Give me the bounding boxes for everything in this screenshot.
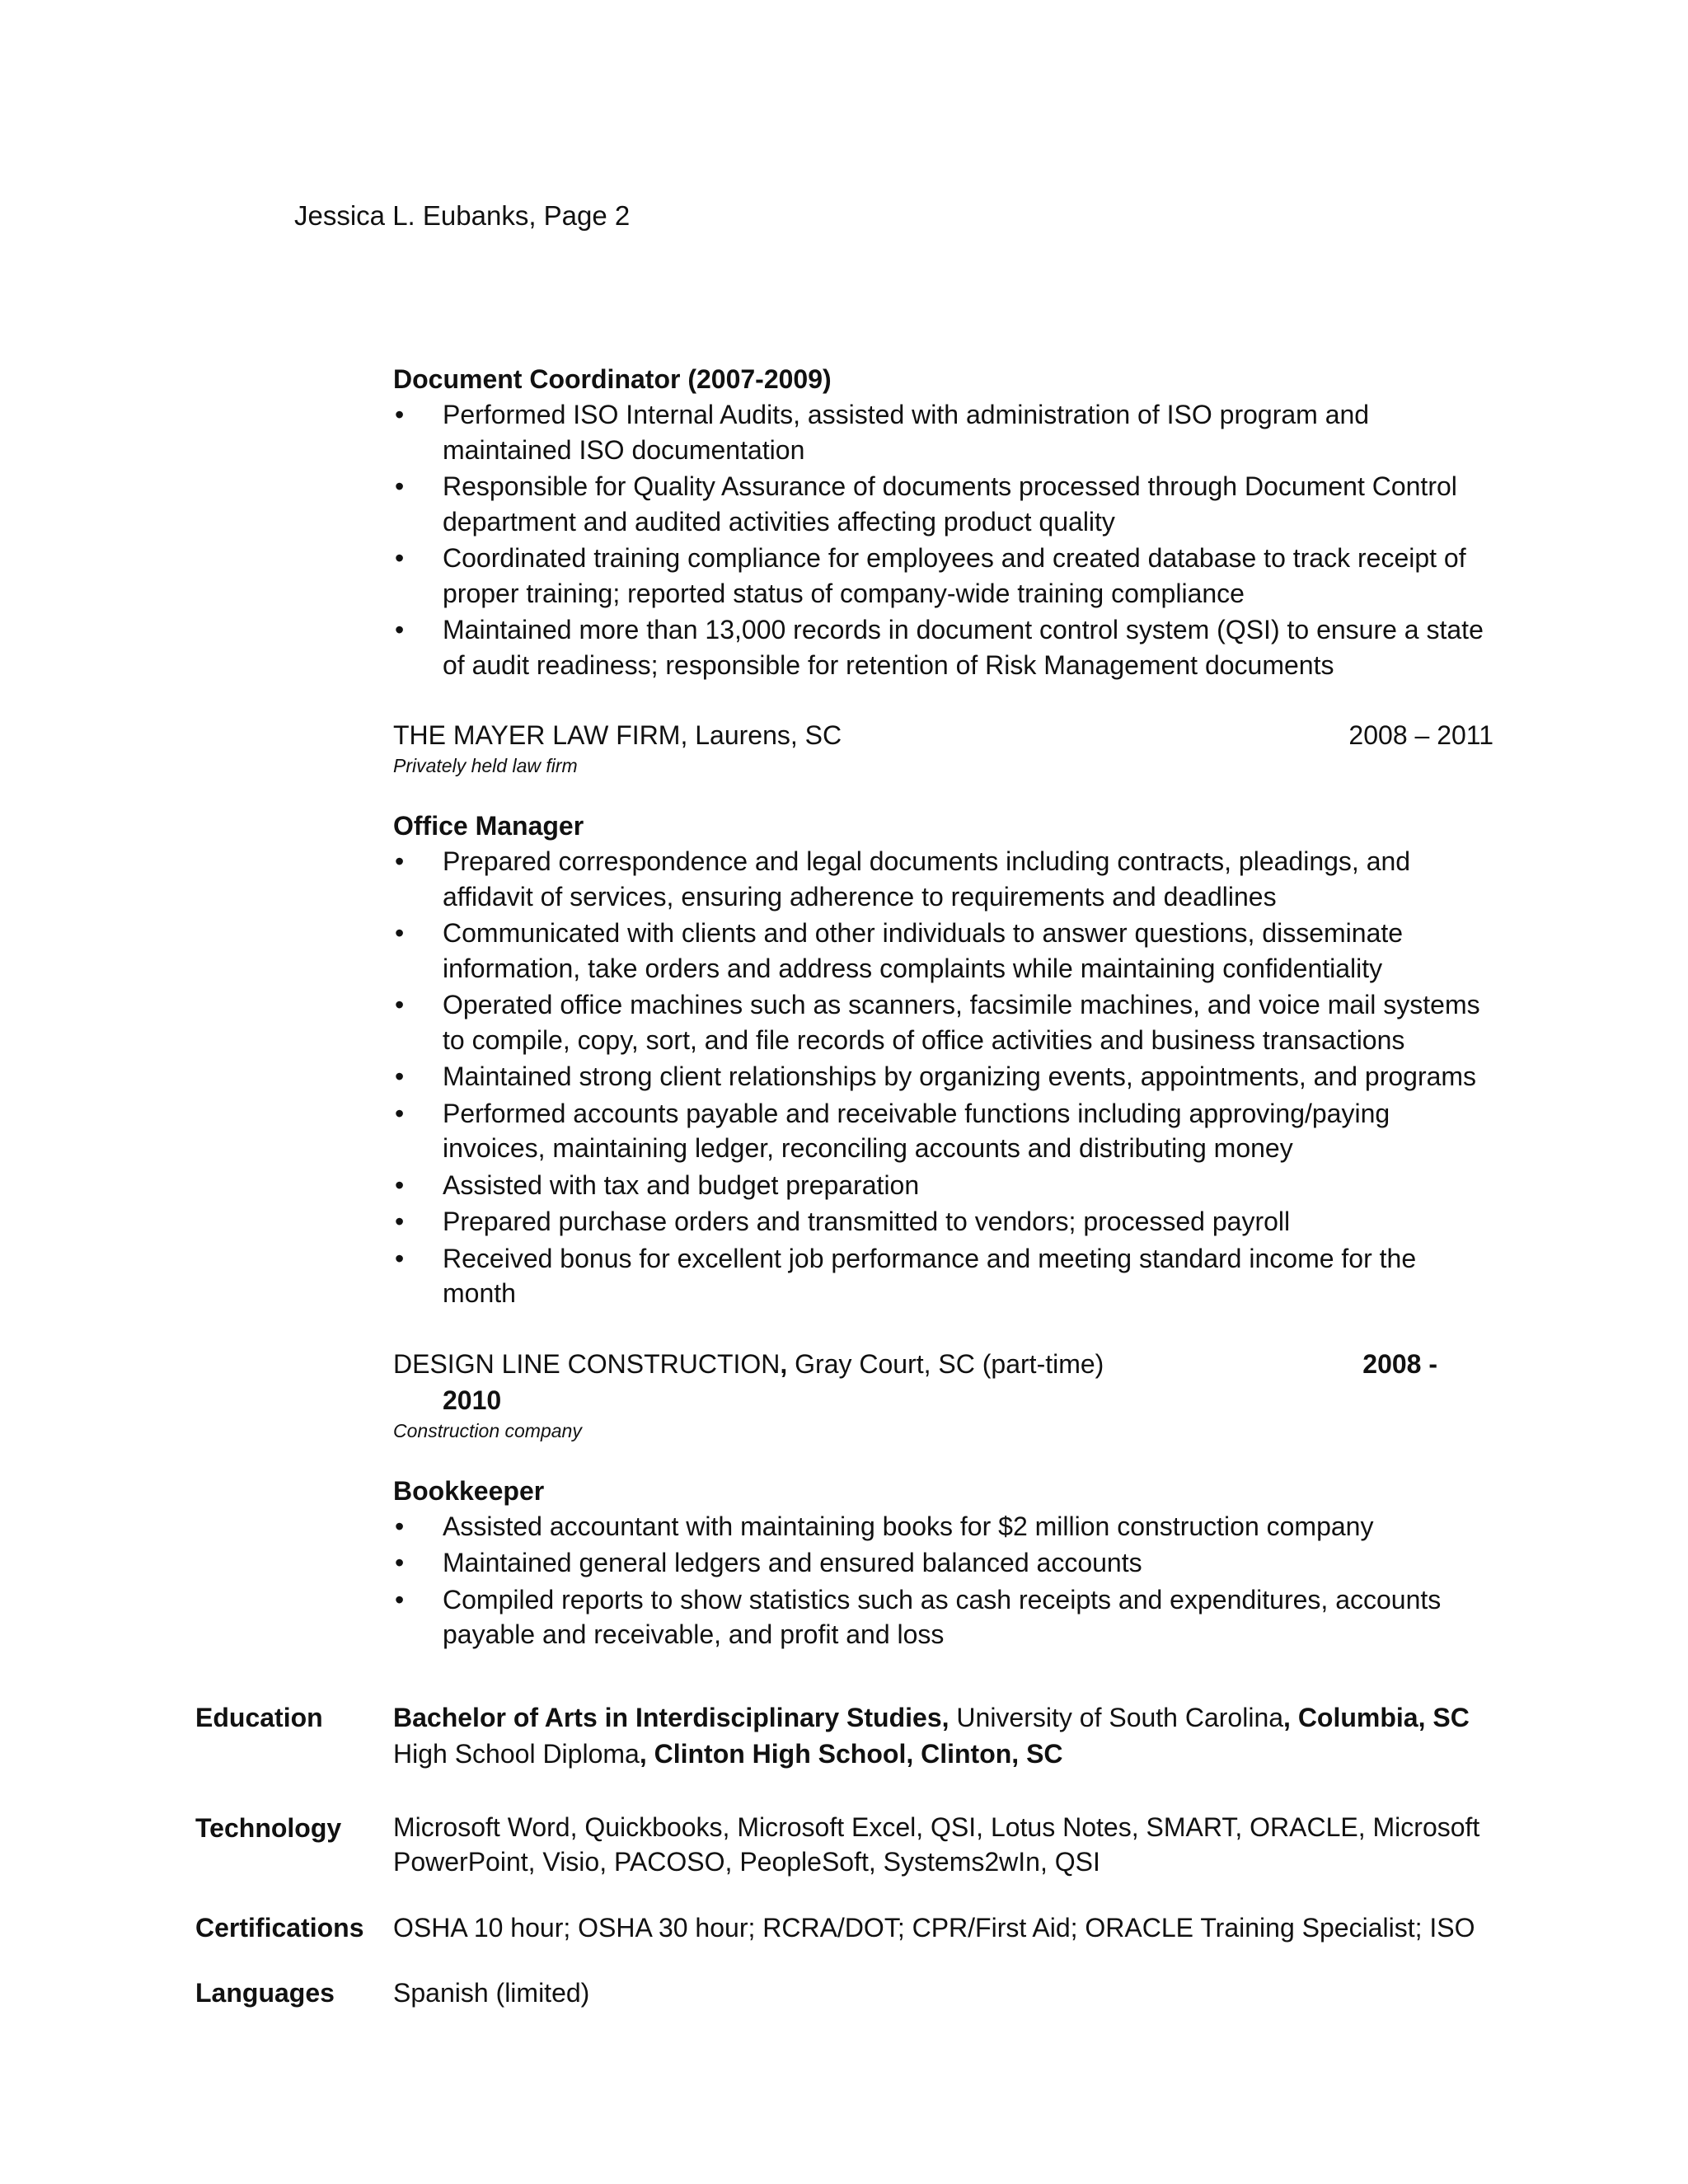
bullet-icon: • bbox=[395, 918, 405, 948]
technology-content: Microsoft Word, Quickbooks, Microsoft Excel, QSI, Lotus Notes, SMART, ORACLE, Microsoft PowerPoint, Visio, PACOSO, PeopleSoft, Systems2wIn, QSI bbox=[393, 1812, 1480, 1877]
languages-content: Spanish (limited) bbox=[393, 1978, 590, 2008]
section-label: Education bbox=[195, 1703, 323, 1732]
employer-row bbox=[393, 1346, 1493, 1382]
bullet-text: Performed ISO Internal Audits, assisted with administration of ISO program and maintained ISO documentation bbox=[443, 400, 1370, 465]
degree: Bachelor of Arts in Interdisciplinary Studies, bbox=[393, 1703, 950, 1732]
education-content bbox=[393, 1699, 1498, 1772]
list-item bbox=[393, 469, 1493, 539]
bullet-icon: • bbox=[395, 615, 405, 644]
bullet-text: Assisted accountant with maintaining books for $2 million construction company bbox=[443, 1511, 1374, 1541]
employer-name: THE MAYER LAW FIRM, Laurens, SC bbox=[393, 720, 842, 750]
bullet-icon: • bbox=[395, 1584, 405, 1615]
section-label: Technology bbox=[195, 1813, 342, 1843]
education-diploma-line bbox=[393, 1736, 1498, 1772]
bullet-text: Communicated with clients and other individuals to answer questions, disseminate information, take orders and address complaints while maintaining confidentiality bbox=[443, 918, 1404, 983]
diploma: High School Diploma bbox=[393, 1739, 640, 1769]
list-item bbox=[393, 1545, 1493, 1581]
bullet-text: Maintained general ledgers and ensured balanced accounts bbox=[443, 1548, 1142, 1577]
list-item bbox=[393, 612, 1493, 682]
list-item bbox=[393, 844, 1493, 914]
list-item bbox=[393, 1059, 1493, 1094]
list-item bbox=[393, 397, 1493, 467]
employer-location: Gray Court, SC (part-time) bbox=[787, 1348, 1104, 1379]
job-title: Bookkeeper bbox=[393, 1475, 545, 1506]
bullet-icon: • bbox=[395, 543, 405, 573]
certifications-content: OSHA 10 hour; OSHA 30 hour; RCRA/DOT; CPR/First Aid; ORACLE Training Specialist; ISO bbox=[393, 1913, 1475, 1943]
bullet-icon: • bbox=[395, 1207, 405, 1236]
bullet-text: Prepared purchase orders and transmitted to vendors; processed payroll bbox=[443, 1207, 1291, 1236]
bullet-icon: • bbox=[395, 1548, 405, 1577]
bullet-text: Performed accounts payable and receivable functions including approving/paying invoices, maintaining ledger, reconciling accounts and distributing money bbox=[443, 1098, 1390, 1163]
list-item bbox=[393, 1582, 1493, 1652]
bullet-text: Operated office machines such as scanners, facsimile machines, and voice mail systems to compile, copy, sort, and file records of office activities and business transactions bbox=[443, 990, 1480, 1055]
employment-dates-start: 2008 - bbox=[1362, 1348, 1437, 1379]
bullet-text: Prepared correspondence and legal documents including contracts, pleadings, and affidavit of services, ensuring adherence to requirements and deadlines bbox=[443, 846, 1411, 912]
job-title: Office Manager bbox=[393, 811, 584, 841]
bullet-text: Received bonus for excellent job performance and meeting standard income for the month bbox=[443, 1243, 1417, 1308]
section-label: Certifications bbox=[195, 1913, 364, 1943]
bullet-icon: • bbox=[395, 400, 405, 429]
bullet-icon: • bbox=[395, 846, 405, 876]
job-document-coordinator bbox=[393, 361, 1493, 682]
bullet-text: Maintained more than 13,000 records in document control system (QSI) to ensure a state of audit readiness; responsible for retention of Risk Management documents bbox=[443, 615, 1484, 680]
bullet-text: Compiled reports to show statistics such as cash receipts and expenditures, accounts payable and receivable, and profit and loss bbox=[443, 1584, 1442, 1649]
employer-description: Construction company bbox=[393, 1419, 582, 1441]
job-title: Document Coordinator (2007-2009) bbox=[393, 364, 832, 394]
employer-name: DESIGN LINE CONSTRUCTION bbox=[393, 1348, 781, 1379]
bullet-icon: • bbox=[395, 1062, 405, 1091]
bullet-list bbox=[393, 397, 1493, 682]
employer-comma: , bbox=[780, 1348, 788, 1379]
education-degree-line bbox=[393, 1699, 1498, 1736]
bullet-icon: • bbox=[395, 1169, 405, 1200]
bullet-icon: • bbox=[395, 471, 405, 501]
employment-dates: 2008 – 2011 bbox=[1348, 720, 1493, 750]
university: University of South Carolina bbox=[949, 1703, 1284, 1732]
bullet-icon: • bbox=[395, 1243, 405, 1273]
list-item bbox=[393, 1168, 1493, 1203]
bullet-text: Assisted with tax and budget preparation bbox=[443, 1169, 920, 1200]
job-office-manager bbox=[393, 717, 1493, 1311]
bullet-list bbox=[393, 844, 1493, 1311]
bullet-icon: • bbox=[395, 1511, 405, 1541]
running-header: Jessica L. Eubanks, Page 2 bbox=[294, 200, 631, 231]
bullet-text: Maintained strong client relationships by organizing events, appointments, and programs bbox=[443, 1062, 1477, 1091]
bullet-icon: • bbox=[395, 1098, 405, 1128]
section-label: Languages bbox=[195, 1978, 335, 2008]
high-school: , Clinton High School, Clinton, SC bbox=[639, 1739, 1063, 1769]
list-item bbox=[393, 916, 1493, 986]
bullet-text: Coordinated training compliance for employees and created database to track receipt of proper training; reported status of company-wide training compliance bbox=[443, 543, 1466, 608]
bullet-icon: • bbox=[395, 990, 405, 1019]
bullet-text: Responsible for Quality Assurance of documents processed through Document Control department and audited activities affecting product quality bbox=[443, 471, 1457, 537]
list-item bbox=[393, 541, 1493, 611]
employer-row bbox=[393, 717, 1493, 753]
list-item bbox=[393, 1241, 1493, 1311]
bullet-list bbox=[393, 1509, 1493, 1652]
employer-description: Privately held law firm bbox=[393, 755, 578, 776]
list-item bbox=[393, 1096, 1493, 1166]
list-item bbox=[393, 1204, 1493, 1240]
job-bookkeeper bbox=[393, 1346, 1493, 1652]
employment-dates-end: 2010 bbox=[443, 1385, 502, 1415]
list-item bbox=[393, 987, 1493, 1057]
university-location: , Columbia, SC bbox=[1283, 1703, 1470, 1732]
experience-column bbox=[393, 361, 1493, 1654]
list-item bbox=[393, 1509, 1493, 1544]
